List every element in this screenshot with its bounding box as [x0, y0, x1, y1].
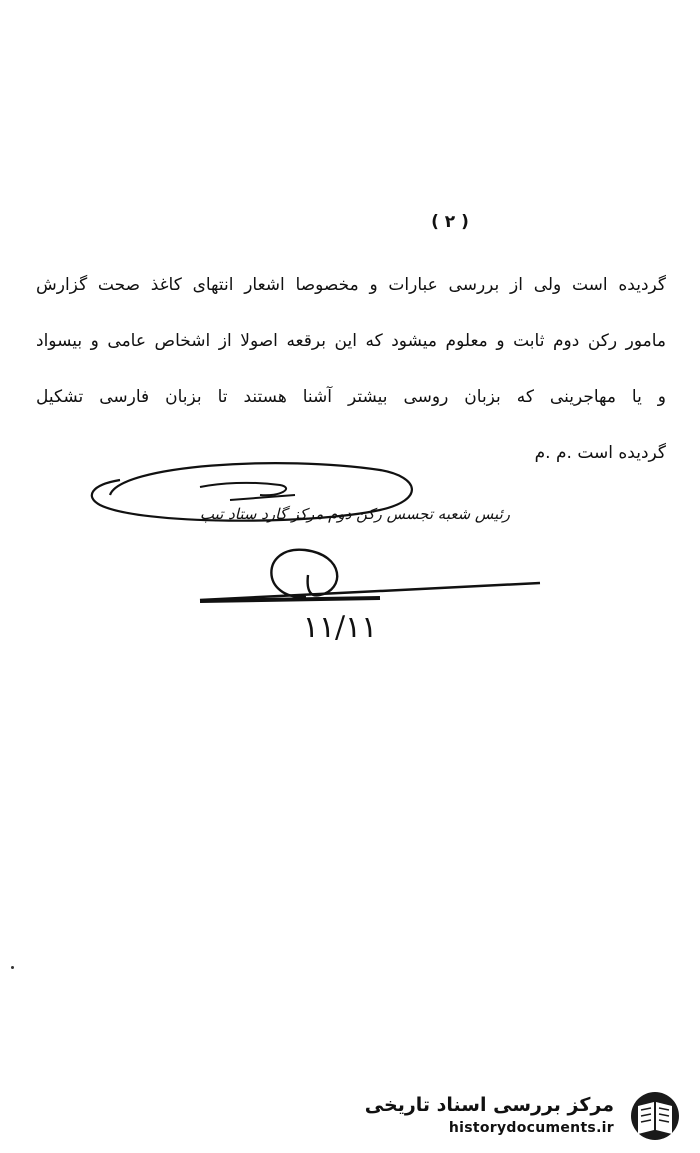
body-line: گردیده است .م .م	[534, 443, 666, 463]
watermark	[364, 1088, 692, 1144]
signature-date: ۱۱/۱۱	[302, 610, 378, 645]
signature-title: رئیس شعبه تجسس رکن دوم مرکز گارد ستاد تیپ	[199, 505, 510, 523]
book-logo-icon	[624, 1090, 686, 1142]
body-line: و یا مهاجرینی که بزبان روسی بیشتر آشنا هستند تا بزبان فارسی تشکیل	[36, 387, 666, 407]
body-line: مامور رکن دوم ثابت و معلوم میشود که این برقعه اصولا از اشخاص عامی و بیسواد	[36, 331, 666, 351]
document-body	[36, 262, 666, 486]
watermark-title: مرکز بررسی اسناد تاریخی	[364, 1094, 614, 1116]
scan-speck	[11, 966, 14, 969]
page-number: ( ۲ )	[431, 212, 469, 232]
signature-block	[80, 455, 560, 655]
watermark-url: historydocuments.ir	[448, 1120, 614, 1136]
body-line: گردیده است ولی از بررسی عبارات و مخصوصا اشعار انتهای کاغذ صحت گزارش	[36, 275, 666, 295]
